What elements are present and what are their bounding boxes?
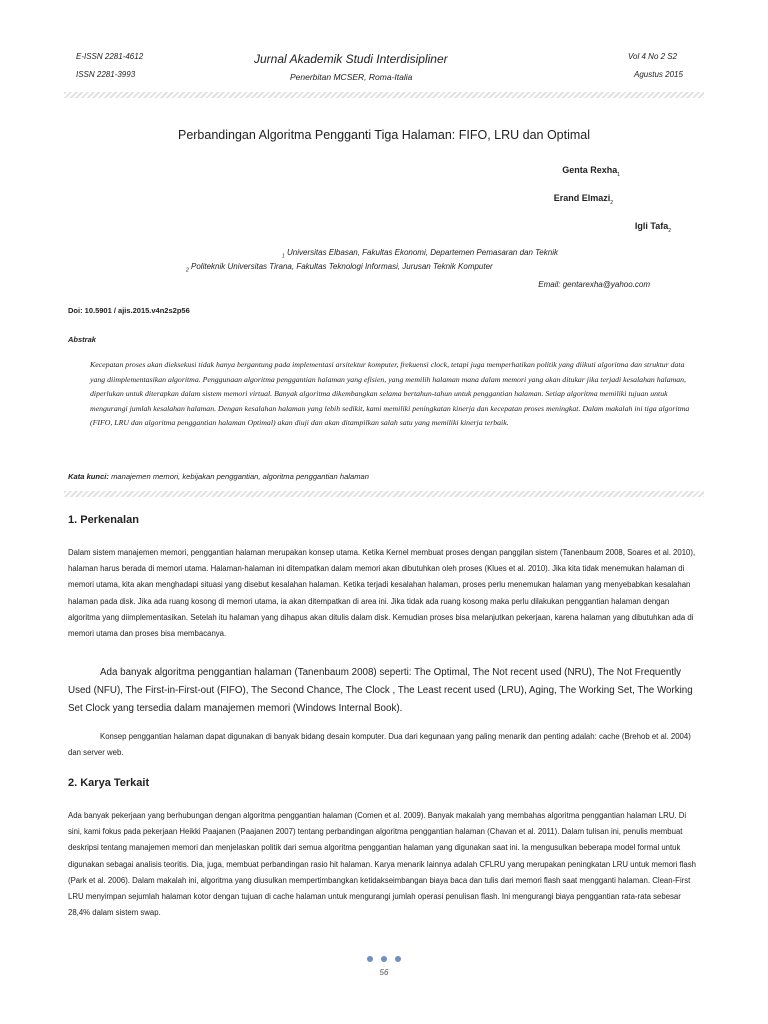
eissn: E-ISSN 2281-4612 xyxy=(76,52,144,61)
paper-title: Perbandingan Algoritma Pengganti Tiga Halaman: FIFO, LRU dan Optimal xyxy=(177,128,591,142)
affiliation-2: $_2$ Politeknik Universitas Tirana, Fakultas Teknologi Informasi, Jurusan Teknik Komputer xyxy=(186,262,493,274)
page-dots xyxy=(0,956,768,962)
paragraph: Dalam sistem manajemen memori, penggantian halaman merupakan konsep utama. Ketika Kernel membuat proses dengan panggilan sistem (Tanenbaum 2008, Soares et al. 2010), halaman harus berada di memori utama. Halaman-halaman ini ditempatkan dalam memori akan dibutuhkan oleh proses (Klues et al. 2010). Jika kita tidak menemukan halaman di memori utama, kita akan menghadapi situasi yang disebut kesalahan halaman. Ketika terjadi kesalahan halaman, proses perlu menemukan halaman yang menyebabkan kesalahan halaman pada disk. Jika ada ruang kosong di memori utama, ia akan ditempatkan di area ini. Jika tidak ada ruang kosong maka perlu dilakukan penggantian halaman dengan algoritma yang diimplementasikan. Setelah itu halaman yang dihapus akan ditulis dalam disk. Kemudian proses bisa melanjutkan pekerjaan, karena halaman yang dibutuhkan ada di memori utama dan proses bisa membacanya. xyxy=(68,548,696,639)
author-3: Igli Tafa$_2$ xyxy=(634,221,671,234)
publisher: Penerbitan MCSER, Roma-Italia xyxy=(290,72,413,82)
dot-icon xyxy=(381,956,387,962)
journal-title: Jurnal Akademik Studi Interdisipliner xyxy=(254,52,448,66)
abstract-text: Kecepatan proses akan dieksekusi tidak hanya bergantung pada implementasi arsitektur komputer, frekuensi clock, tetapi juga memperhatikan politik yang diikuti algoritma dan struktur data yang diimplementasikan algoritma. Penggunaan algoritma penggantian halaman yang efisien, yang memilih halaman mana dalam memori yang akan ditukar jika terjadi kesalahan halaman, diperlukan untuk diterapkan dalam sistem memori virtual. Banyak algoritma dikembangkan selama bertahun-tahun untuk penggantian halaman. Setiap algoritma memiliki tujuan untuk mengurangi jumlah kesalahan halaman. Dengan kesalahan halaman yang lebih sedikit, kami memiliki peningkatan kinerja dan kecepatan proses meningkat. Dalam makalah ini tiga algoritma (FIFO, LRU dan algoritma penggantian halaman Optimal) akan diuji dan akan ditampilkan salah satu yang memiliki kinerja terbaik. xyxy=(90,360,690,428)
issue-date: Agustus 2015 xyxy=(634,70,683,79)
author-1: Genta Rexha$_1$ xyxy=(562,165,620,178)
volume: Vol 4 No 2 S2 xyxy=(628,52,678,61)
paragraph: Ada banyak pekerjaan yang berhubungan dengan algoritma penggantian halaman (Comen et al. 2009). Banyak makalah yang membahas algoritma penggantian halaman LRU. Di sini, kami fokus pada pekerjaan Heikki Paajanen (Paajanen 2007) tentang perbandingan algoritma penggantian halaman (Chavan et al. 2011). Dalam tulisan ini, penulis membuat deskripsi tentang manajemen memori dan menjelaskan politik dari semua algoritma penggantian halaman yang digunakan saat ini. Ia mengusulkan beberapa model formal untuk digunakan sebagai analisis teoritis. Dia, juga, membuat perbandingan rasio hit halaman. Karya menarik lainnya adalah CFLRU yang merupakan peningkatan LRU untuk memori flash (Park et al. 2006). Dalam makalah ini, algoritma yang diusulkan mempertimbangkan ketidakseimbangan biaya baca dan tulis dari memori flash saat mengganti halaman. Clean-First LRU menyimpan sejumlah halaman kotor dengan tujuan di cache halaman untuk mengurangi jumlah operasi penulisan flash. Ini mengurangi biaya penggantian rata-rata sebesar 28,4% dalam sistem swap. xyxy=(68,811,697,918)
section-heading: 2. Karya Terkait xyxy=(68,777,150,789)
paragraph: Konsep penggantian halaman dapat digunakan di banyak bidang desain komputer. Dua dari kegunaan yang paling menarik dan penting adalah: cache (Brehob et al. 2004) dan server web. xyxy=(68,732,691,758)
paragraph: Ada banyak algoritma penggantian halaman (Tanenbaum 2008) seperti: The Optimal, The Not recent used (NRU), The Not Frequently Used (NFU), The First-in-First-out (FIFO), The Second Chance, The Clock , The Least recent used (LRU), Aging, The Working Set, The Working Set Clock yang tersedia dalam manajemen memori (Windows Internal Book). xyxy=(68,667,693,714)
doi: Doi: 10.5901 / ajis.2015.v4n2s2p56 xyxy=(68,306,190,315)
author-2: Erand Elmazi$_2$ xyxy=(553,193,613,206)
author-email: Email: gentarexha@yahoo.com xyxy=(538,280,650,289)
issn: ISSN 2281-3993 xyxy=(76,70,136,79)
abstract-heading: Abstrak xyxy=(68,335,96,344)
dot-icon xyxy=(395,956,401,962)
keywords: Kata kunci: manajemen memori, kebijakan penggantian, algoritma penggantian halaman xyxy=(68,472,369,481)
page-number: 56 xyxy=(379,968,389,977)
section-heading: 1. Perkenalan xyxy=(68,514,139,526)
affiliation-1: $_1$ Universitas Elbasan, Fakultas Ekonomi, Departemen Pemasaran dan Teknik xyxy=(282,248,558,260)
header-divider xyxy=(64,92,704,98)
abstract-divider xyxy=(64,491,704,497)
dot-icon xyxy=(367,956,373,962)
